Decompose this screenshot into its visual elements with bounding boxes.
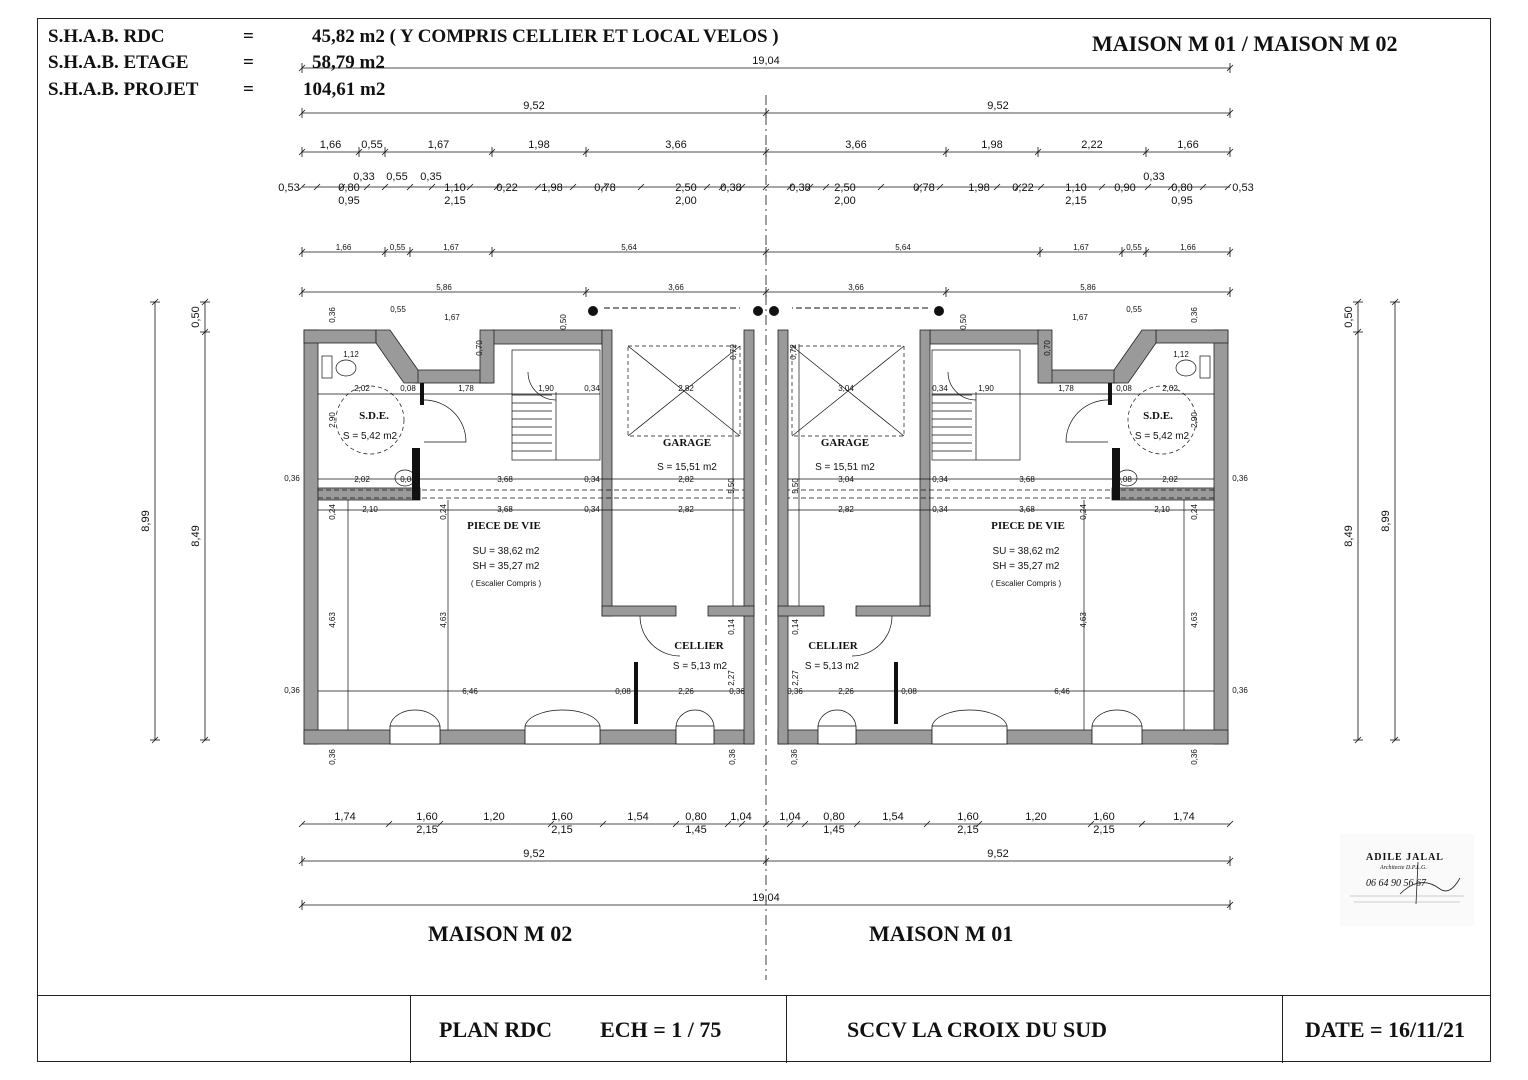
- interior-dim-label: 2,82: [678, 505, 694, 514]
- dim-row2-top: 2,50: [675, 182, 697, 194]
- interior-dim-label: 1,67: [1072, 313, 1088, 322]
- interior-dim-label: 0,08: [1116, 475, 1132, 484]
- sink-icon: [322, 356, 332, 378]
- signature-icon: [1340, 834, 1474, 926]
- dim-bottom-row1-top: 1,20: [483, 811, 505, 823]
- interior-dim-label: 5,50: [727, 478, 736, 494]
- interior-dim-label: 1,12: [343, 350, 359, 359]
- sde-wall-post-right: [1112, 448, 1120, 500]
- cellier-wall-left: [602, 606, 676, 616]
- window-sash-arc: [932, 710, 1007, 726]
- party-wall-left: [744, 330, 754, 744]
- interior-dim-label: 0,24: [328, 504, 337, 520]
- dim-half-top: 9,52: [987, 100, 1009, 112]
- dim-row2-top: 0,53: [278, 182, 300, 194]
- cellier-wall-right: [856, 606, 930, 616]
- room-note-piece: ( Escalier Compris ): [990, 579, 1062, 588]
- interior-dim-label: 2,90: [1190, 412, 1199, 428]
- window-right: [818, 726, 856, 744]
- dim-row2-top: 0,80: [1171, 182, 1193, 194]
- interior-dim-label: 0,36: [728, 749, 737, 765]
- dim-side-inner-right: 0,50: [1343, 306, 1355, 328]
- interior-dim-label: 2,82: [678, 384, 694, 393]
- post-icon: [769, 306, 779, 316]
- dim-side-inner-left: 0,50: [190, 306, 202, 328]
- interior-dim-label: 0,34: [932, 505, 948, 514]
- dim-bottom-row1-bottom: 1,45: [823, 824, 845, 836]
- room-su-piece: SU = 38,62 m2: [992, 546, 1060, 557]
- interior-dim-label: 0,36: [328, 307, 337, 323]
- dim-bottom-row1-bottom: 2,15: [957, 824, 979, 836]
- room-label-cellier: CELLIER: [674, 640, 724, 652]
- interior-dim-label: 3,68: [497, 505, 513, 514]
- interior-dim-label: 0,24: [439, 504, 448, 520]
- exterior-wall-top3-left: [492, 330, 602, 344]
- interior-dim-label: 0,36: [1190, 749, 1199, 765]
- interior-dim-label: 4,63: [328, 612, 337, 628]
- dim-row2-top: 0,53: [1232, 182, 1254, 194]
- interior-dim-label: 0,36: [1190, 307, 1199, 323]
- dim-bottom-row1-top: 1,74: [334, 811, 356, 823]
- dim-row2-top: 0,90: [1114, 182, 1136, 194]
- interior-dim-label: 2,02: [354, 384, 370, 393]
- window-sash-arc: [525, 710, 600, 726]
- cellier-wall2-right: [778, 606, 824, 616]
- interior-dim-label: 0,34: [932, 384, 948, 393]
- interior-dim-label: 3,68: [1019, 505, 1035, 514]
- shab-projet-value: 104,61 m2: [303, 79, 386, 100]
- interior-dim-label: 0,08: [615, 687, 631, 696]
- interior-dim-label: 0,36: [790, 749, 799, 765]
- interior-dim-label: 0,08: [400, 475, 416, 484]
- interior-dim-label: 4,63: [439, 612, 448, 628]
- room-note-piece: ( Escalier Compris ): [470, 579, 542, 588]
- dim-row2-top: 0,22: [496, 182, 518, 194]
- window-sash-arc: [818, 710, 856, 726]
- dim-bottom-row1-top: 1,04: [779, 811, 801, 823]
- interior-dim-label: 3,04: [838, 475, 854, 484]
- room-label-piece: PIECE DE VIE: [467, 520, 541, 532]
- interior-dim-label: 2,26: [838, 687, 854, 696]
- interior-dim-label: 0,36: [328, 749, 337, 765]
- dim-row1: 1,66: [1177, 139, 1199, 151]
- dim-bottom-row1-top: 1,74: [1173, 811, 1195, 823]
- cellier-wall2-left: [708, 606, 754, 616]
- post-icon: [588, 306, 598, 316]
- dim-row2-bottom: 2,00: [675, 195, 697, 207]
- exterior-wall-top-left: [304, 330, 376, 343]
- basin-icon: [1176, 360, 1196, 376]
- stamp-subtitle: Architecte D.P.L.G.: [1380, 865, 1427, 871]
- dim-row2-top: 1,10: [1065, 182, 1087, 194]
- interior-dim-label: 3,68: [497, 475, 513, 484]
- basin-icon: [336, 360, 356, 376]
- plan-date: DATE = 16/11/21: [1305, 1016, 1466, 1042]
- dim-bottom-row1-top: 1,04: [730, 811, 752, 823]
- interior-dim-label: 0,72: [729, 344, 738, 360]
- dim-row1: 0,55: [361, 139, 383, 151]
- dim-row2-top: 0,55: [386, 171, 408, 183]
- window-right: [932, 726, 1007, 744]
- interior-dim-label: 0,72: [789, 344, 798, 360]
- dim-row3: 0,55: [1126, 243, 1142, 252]
- interior-dim-label: 0,55: [390, 305, 406, 314]
- window-right: [1092, 726, 1142, 744]
- interior-dim-label: 1,90: [978, 384, 994, 393]
- dim-row2-top: 0,80: [338, 182, 360, 194]
- dim-row2-top: 0,22: [1012, 182, 1034, 194]
- window-left: [525, 726, 600, 744]
- room-label-garage: GARAGE: [662, 437, 712, 449]
- dim-row2-bottom: 2,15: [444, 195, 466, 207]
- interior-dim-label: 2,82: [838, 505, 854, 514]
- exterior-wall-top3-right: [930, 330, 1040, 344]
- room-label-sde: S.D.E.: [1143, 410, 1173, 422]
- project-name: SCCV LA CROIX DU SUD: [847, 1016, 1107, 1042]
- dim-bottom-row1-bottom: 2,15: [416, 824, 438, 836]
- shab-rdc-eq: =: [243, 26, 254, 47]
- dim-row4: 3,66: [668, 283, 684, 292]
- room-area-sde: S = 5,42 m2: [342, 431, 398, 442]
- interior-dim-label: 2,27: [727, 670, 736, 686]
- footer-label-m01: MAISON M 01: [869, 921, 1014, 946]
- dim-row3: 1,66: [335, 243, 352, 252]
- diagonal-wall-left: [376, 330, 418, 383]
- interior-dim-label: 0,08: [1116, 384, 1132, 393]
- dim-row2-bottom: 0,95: [1171, 195, 1193, 207]
- post-icon: [934, 306, 944, 316]
- dim-row3: 5,64: [895, 243, 911, 252]
- room-area-cellier: S = 5,13 m2: [804, 661, 860, 672]
- interior-dim-label: 0,24: [1079, 504, 1088, 520]
- sde-door-arc: [424, 400, 466, 442]
- dim-row2-top: 0,35: [420, 171, 442, 183]
- interior-dim-label: 1,67: [444, 313, 460, 322]
- dim-row2-top: 0,38: [720, 182, 742, 194]
- window-sash-arc: [676, 710, 714, 726]
- room-area-garage: S = 15,51 m2: [657, 462, 717, 473]
- plan-scale: ECH = 1 / 75: [600, 1016, 722, 1042]
- dim-half-top: 9,52: [523, 100, 545, 112]
- stamp-name: ADILE JALAL: [1366, 852, 1444, 863]
- dim-row2-bottom: 0,95: [338, 195, 360, 207]
- dim-row3: 1,67: [1073, 243, 1089, 252]
- exterior-wall-right: [1214, 330, 1228, 744]
- sde-door-arc: [1066, 400, 1108, 442]
- interior-dim-label: 0,08: [901, 687, 917, 696]
- dim-side-outer-right: 8,99: [1380, 510, 1392, 532]
- plan-title: PLAN RDC: [439, 1016, 553, 1042]
- dim-row2-top: 0,33: [353, 171, 375, 183]
- interior-dim-label: 0,36: [284, 474, 300, 483]
- shab-etage-eq: =: [243, 52, 254, 73]
- header-title-right: MAISON M 01 / MAISON M 02: [1092, 31, 1398, 56]
- dim-row2-top: 1,98: [541, 182, 563, 194]
- room-area-sde: S = 5,42 m2: [1134, 431, 1190, 442]
- room-label-garage: GARAGE: [820, 437, 870, 449]
- room-area-garage: S = 15,51 m2: [815, 462, 875, 473]
- dim-row1: 3,66: [665, 139, 687, 151]
- cellier-partition-left: [634, 662, 638, 724]
- room-sh-piece: SH = 35,27 m2: [472, 561, 540, 572]
- dim-bottom-row1-top: 1,54: [627, 811, 649, 823]
- cellier-partition-right: [894, 662, 898, 724]
- dim-bottom-row1-top: 1,60: [957, 811, 979, 823]
- title-block: [37, 995, 1491, 1063]
- dim-row2-top: 0,78: [913, 182, 935, 194]
- title-block-plan-cell: [410, 996, 786, 1063]
- interior-dim-label: 0,36: [284, 686, 300, 695]
- interior-dim-label: 2,82: [678, 475, 694, 484]
- shab-projet-eq: =: [243, 79, 254, 100]
- interior-dim-label: 0,14: [791, 619, 800, 635]
- dim-side-inner-right: 8,49: [1343, 525, 1355, 547]
- interior-dim-label: 3,68: [1019, 475, 1035, 484]
- interior-dim-label: 2,10: [1154, 505, 1170, 514]
- dim-bottom-row1-bottom: 2,15: [1093, 824, 1115, 836]
- shab-rdc-value: 45,82 m2 ( Y COMPRIS CELLIER ET LOCAL VELOS ): [312, 26, 779, 47]
- dim-row1: 1,98: [981, 139, 1003, 151]
- interior-dim-label: 0,50: [559, 314, 568, 330]
- shab-etage-label: S.H.A.B. ETAGE: [48, 52, 189, 73]
- dim-row3: 5,64: [621, 243, 637, 252]
- window-sash-arc: [390, 710, 440, 726]
- interior-dim-label: 0,70: [475, 340, 484, 356]
- interior-dim-label: 2,26: [678, 687, 694, 696]
- interior-dim-label: 0,50: [959, 314, 968, 330]
- interior-dim-label: 2,02: [1162, 384, 1178, 393]
- dim-row1: 3,66: [845, 139, 867, 151]
- window-left: [676, 726, 714, 744]
- interior-dim-label: 0,55: [1126, 305, 1142, 314]
- dim-total-bottom: 19,04: [752, 892, 780, 904]
- interior-dim-label: 6,46: [462, 687, 478, 696]
- dim-half-bottom: 9,52: [987, 848, 1009, 860]
- stair-arc: [948, 372, 976, 400]
- dim-row3: 1,66: [1180, 243, 1196, 252]
- dim-bottom-row1-top: 1,60: [1093, 811, 1115, 823]
- interior-dim-label: 5,50: [791, 478, 800, 494]
- interior-dim-label: 0,36: [787, 687, 803, 696]
- room-label-piece: PIECE DE VIE: [991, 520, 1065, 532]
- interior-dim-label: 1,78: [458, 384, 474, 393]
- dim-row2-bottom: 2,15: [1065, 195, 1087, 207]
- room-label-cellier: CELLIER: [808, 640, 858, 652]
- footer-label-m02: MAISON M 02: [428, 921, 573, 946]
- dim-row1: 1,98: [528, 139, 550, 151]
- room-label-sde: S.D.E.: [359, 410, 389, 422]
- interior-dim-label: 4,63: [1190, 612, 1199, 628]
- dim-side-inner-left: 8,49: [190, 525, 202, 547]
- interior-dim-label: 1,78: [1058, 384, 1074, 393]
- interior-dim-label: 0,34: [584, 505, 600, 514]
- party-wall-right: [778, 330, 788, 744]
- dim-row2-top: 0,33: [1143, 171, 1165, 183]
- dim-row3: 1,67: [443, 243, 459, 252]
- room-sh-piece: SH = 35,27 m2: [992, 561, 1060, 572]
- dim-bottom-row1-top: 1,54: [882, 811, 904, 823]
- room-su-piece: SU = 38,62 m2: [472, 546, 540, 557]
- dim-row2-bottom: 2,00: [834, 195, 856, 207]
- interior-dim-label: 0,36: [1232, 474, 1248, 483]
- sde-wall-post-left: [412, 448, 420, 500]
- cellier-door-arc: [852, 616, 892, 656]
- dim-row2-top: 2,50: [834, 182, 856, 194]
- dim-bottom-row1-bottom: 1,45: [685, 824, 707, 836]
- dim-row4: 5,86: [1080, 283, 1096, 292]
- interior-dim-label: 0,14: [727, 619, 736, 635]
- room-area-cellier: S = 5,13 m2: [672, 661, 728, 672]
- interior-dim-label: 0,34: [584, 384, 600, 393]
- title-block-project-cell: [786, 996, 1282, 1063]
- dim-bottom-row1-top: 1,20: [1025, 811, 1047, 823]
- interior-dim-label: 0,36: [729, 687, 745, 696]
- exterior-wall-top-right: [1156, 330, 1228, 343]
- interior-dim-label: 1,12: [1173, 350, 1189, 359]
- dim-row3: 0,55: [389, 243, 406, 252]
- window-left: [390, 726, 440, 744]
- title-block-date-cell: [1282, 996, 1491, 1063]
- dim-row4: 3,66: [848, 283, 864, 292]
- interior-dim-label: 2,10: [362, 505, 378, 514]
- interior-dim-label: 0,24: [1190, 504, 1199, 520]
- interior-dim-label: 4,63: [1079, 612, 1088, 628]
- interior-dim-label: 0,70: [1043, 340, 1052, 356]
- shab-projet-label: S.H.A.B. PROJET: [48, 79, 199, 100]
- shab-etage-value: 58,79 m2: [312, 52, 385, 73]
- dim-bottom-row1-top: 1,60: [416, 811, 438, 823]
- interior-dim-label: 0,36: [1232, 686, 1248, 695]
- interior-dim-label: 3,04: [838, 384, 854, 393]
- shab-rdc-label: S.H.A.B. RDC: [48, 26, 165, 47]
- dim-half-bottom: 9,52: [523, 848, 545, 860]
- dim-bottom-row1-top: 0,80: [685, 811, 707, 823]
- dim-total-top: 19,04: [752, 55, 780, 67]
- diagonal-wall-right: [1114, 330, 1156, 383]
- dim-row1: 2,22: [1081, 139, 1103, 151]
- stamp-phone: 06 64 90 56 67: [1366, 878, 1426, 889]
- garage-wall-right: [920, 330, 930, 616]
- dim-row2-top: 0,38: [789, 182, 811, 194]
- interior-dim-label: 6,46: [1054, 687, 1070, 696]
- architect-stamp: [1340, 834, 1474, 926]
- interior-dim-label: 2,02: [354, 475, 370, 484]
- dim-side-outer-left: 8,99: [140, 510, 152, 532]
- interior-dim-label: 2,02: [1162, 475, 1178, 484]
- interior-dim-label: 2,90: [328, 412, 337, 428]
- garage-wall-left: [602, 330, 612, 616]
- dim-bottom-row1-top: 1,60: [551, 811, 573, 823]
- exterior-wall-left: [304, 330, 318, 744]
- interior-dim-label: 2,27: [791, 670, 800, 686]
- interior-dim-label: 0,34: [584, 475, 600, 484]
- dim-row1: 1,67: [427, 139, 450, 151]
- interior-dim-label: 0,08: [400, 384, 416, 393]
- dim-row2-top: 1,98: [968, 182, 990, 194]
- interior-dim-label: 1,90: [538, 384, 554, 393]
- dim-bottom-row1-bottom: 2,15: [551, 824, 573, 836]
- dim-row2-top: 1,10: [444, 182, 466, 194]
- window-sash-arc: [1092, 710, 1142, 726]
- post-icon: [753, 306, 763, 316]
- dim-bottom-row1-top: 0,80: [823, 811, 845, 823]
- dim-row2-top: 0,78: [594, 182, 616, 194]
- dim-row4: 5,86: [436, 283, 452, 292]
- sink-icon: [1200, 356, 1210, 378]
- dim-row1: 1,66: [319, 139, 342, 151]
- interior-dim-label: 0,34: [932, 475, 948, 484]
